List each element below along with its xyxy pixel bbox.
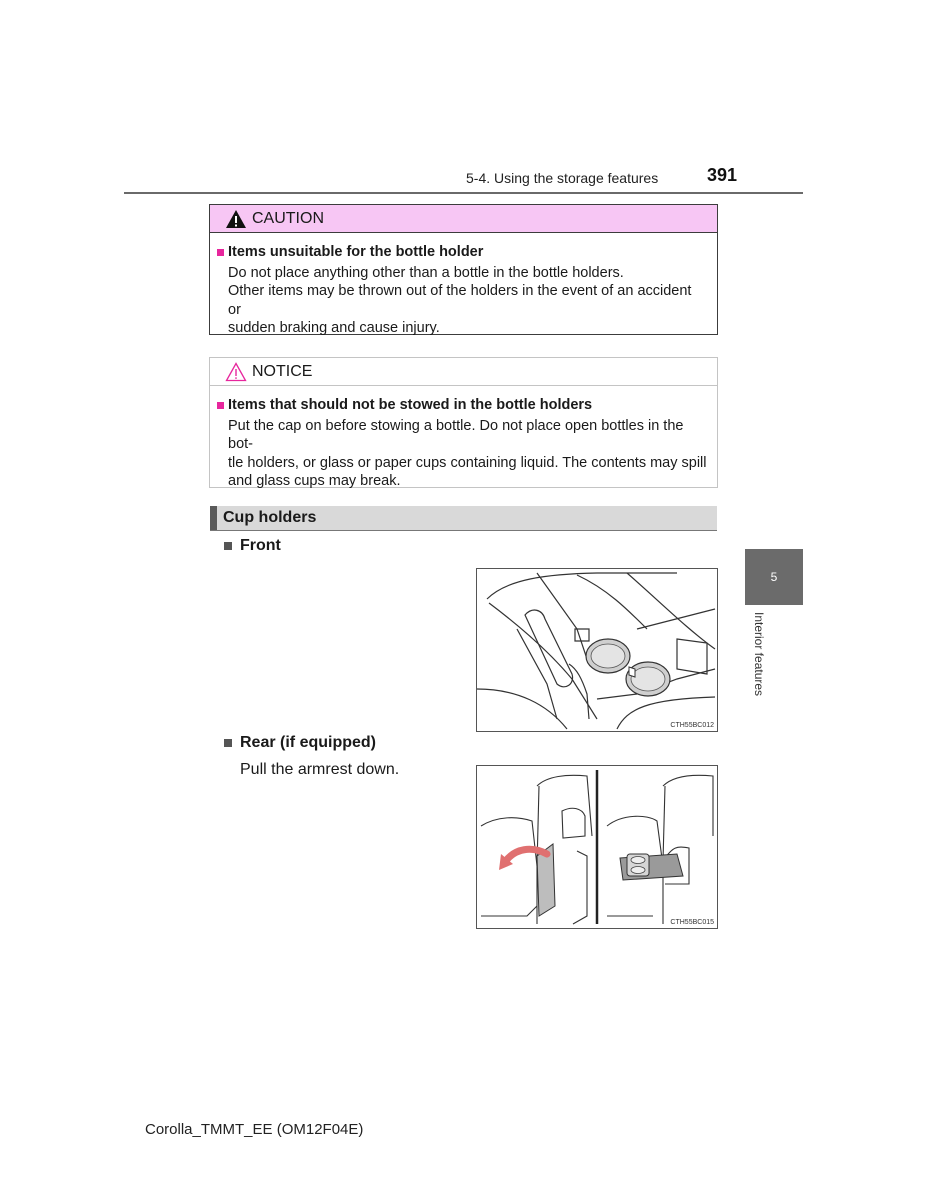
square-bullet-icon — [224, 542, 232, 550]
warning-triangle-icon — [225, 209, 247, 229]
notice-box — [209, 357, 718, 488]
notice-body — [210, 386, 717, 491]
front-heading — [224, 537, 281, 555]
chapter-tab: 5 — [745, 549, 803, 605]
notice-label: NOTICE — [252, 362, 313, 380]
caution-line: Do not place anything other than a bottle in the bottle holders. — [228, 264, 624, 281]
rear-instruction: Pull the armrest down. — [240, 761, 400, 778]
caution-line: Other items may be thrown out of the holders in the event of an accident or — [228, 283, 692, 318]
warning-triangle-outline-icon — [225, 362, 247, 382]
figure-code: CTH55BC015 — [670, 919, 714, 926]
section-title: 5-4. Using the storage features — [466, 170, 659, 186]
notice-line: tle holders, or glass or paper cups containing liquid. The contents may spill — [228, 454, 707, 471]
figure-code: CTH55BC012 — [670, 722, 714, 729]
notice-item-title — [217, 396, 707, 415]
caution-item-title-text: Items unsuitable for the bottle holder — [228, 244, 484, 260]
caution-body — [210, 233, 717, 338]
rear-seat-drawing — [477, 766, 717, 928]
notice-line: and glass cups may break. — [228, 473, 401, 489]
front-console-drawing — [477, 569, 717, 731]
caution-header — [210, 205, 717, 233]
square-bullet-icon — [217, 402, 224, 409]
caution-item-text — [217, 264, 707, 338]
notice-item-text — [217, 417, 707, 491]
caution-item-title — [217, 243, 707, 262]
footer-text: Corolla_TMMT_EE (OM12F04E) — [145, 1121, 364, 1138]
notice-line: Put the cap on before stowing a bottle. Do not place open bottles in the bot- — [228, 417, 684, 452]
rear-heading — [224, 734, 376, 752]
front-cup-holder-illustration — [476, 568, 718, 732]
header-divider — [124, 192, 803, 194]
caution-label: CAUTION — [252, 209, 324, 227]
square-bullet-icon — [217, 249, 224, 256]
rear-armrest-illustration — [476, 765, 718, 929]
notice-header — [210, 358, 717, 386]
square-bullet-icon — [224, 739, 232, 747]
page-number: 391 — [707, 165, 738, 185]
notice-item-title-text: Items that should not be stowed in the bottle holders — [228, 397, 593, 413]
chapter-label: Interior features — [752, 612, 766, 697]
rear-heading-text: Rear (if equipped) — [240, 734, 377, 751]
caution-line: sudden braking and cause injury. — [228, 320, 440, 336]
cup-holders-heading: Cup holders — [210, 506, 717, 530]
section-divider — [210, 530, 717, 531]
caution-box — [209, 204, 718, 335]
front-heading-text: Front — [240, 537, 281, 554]
